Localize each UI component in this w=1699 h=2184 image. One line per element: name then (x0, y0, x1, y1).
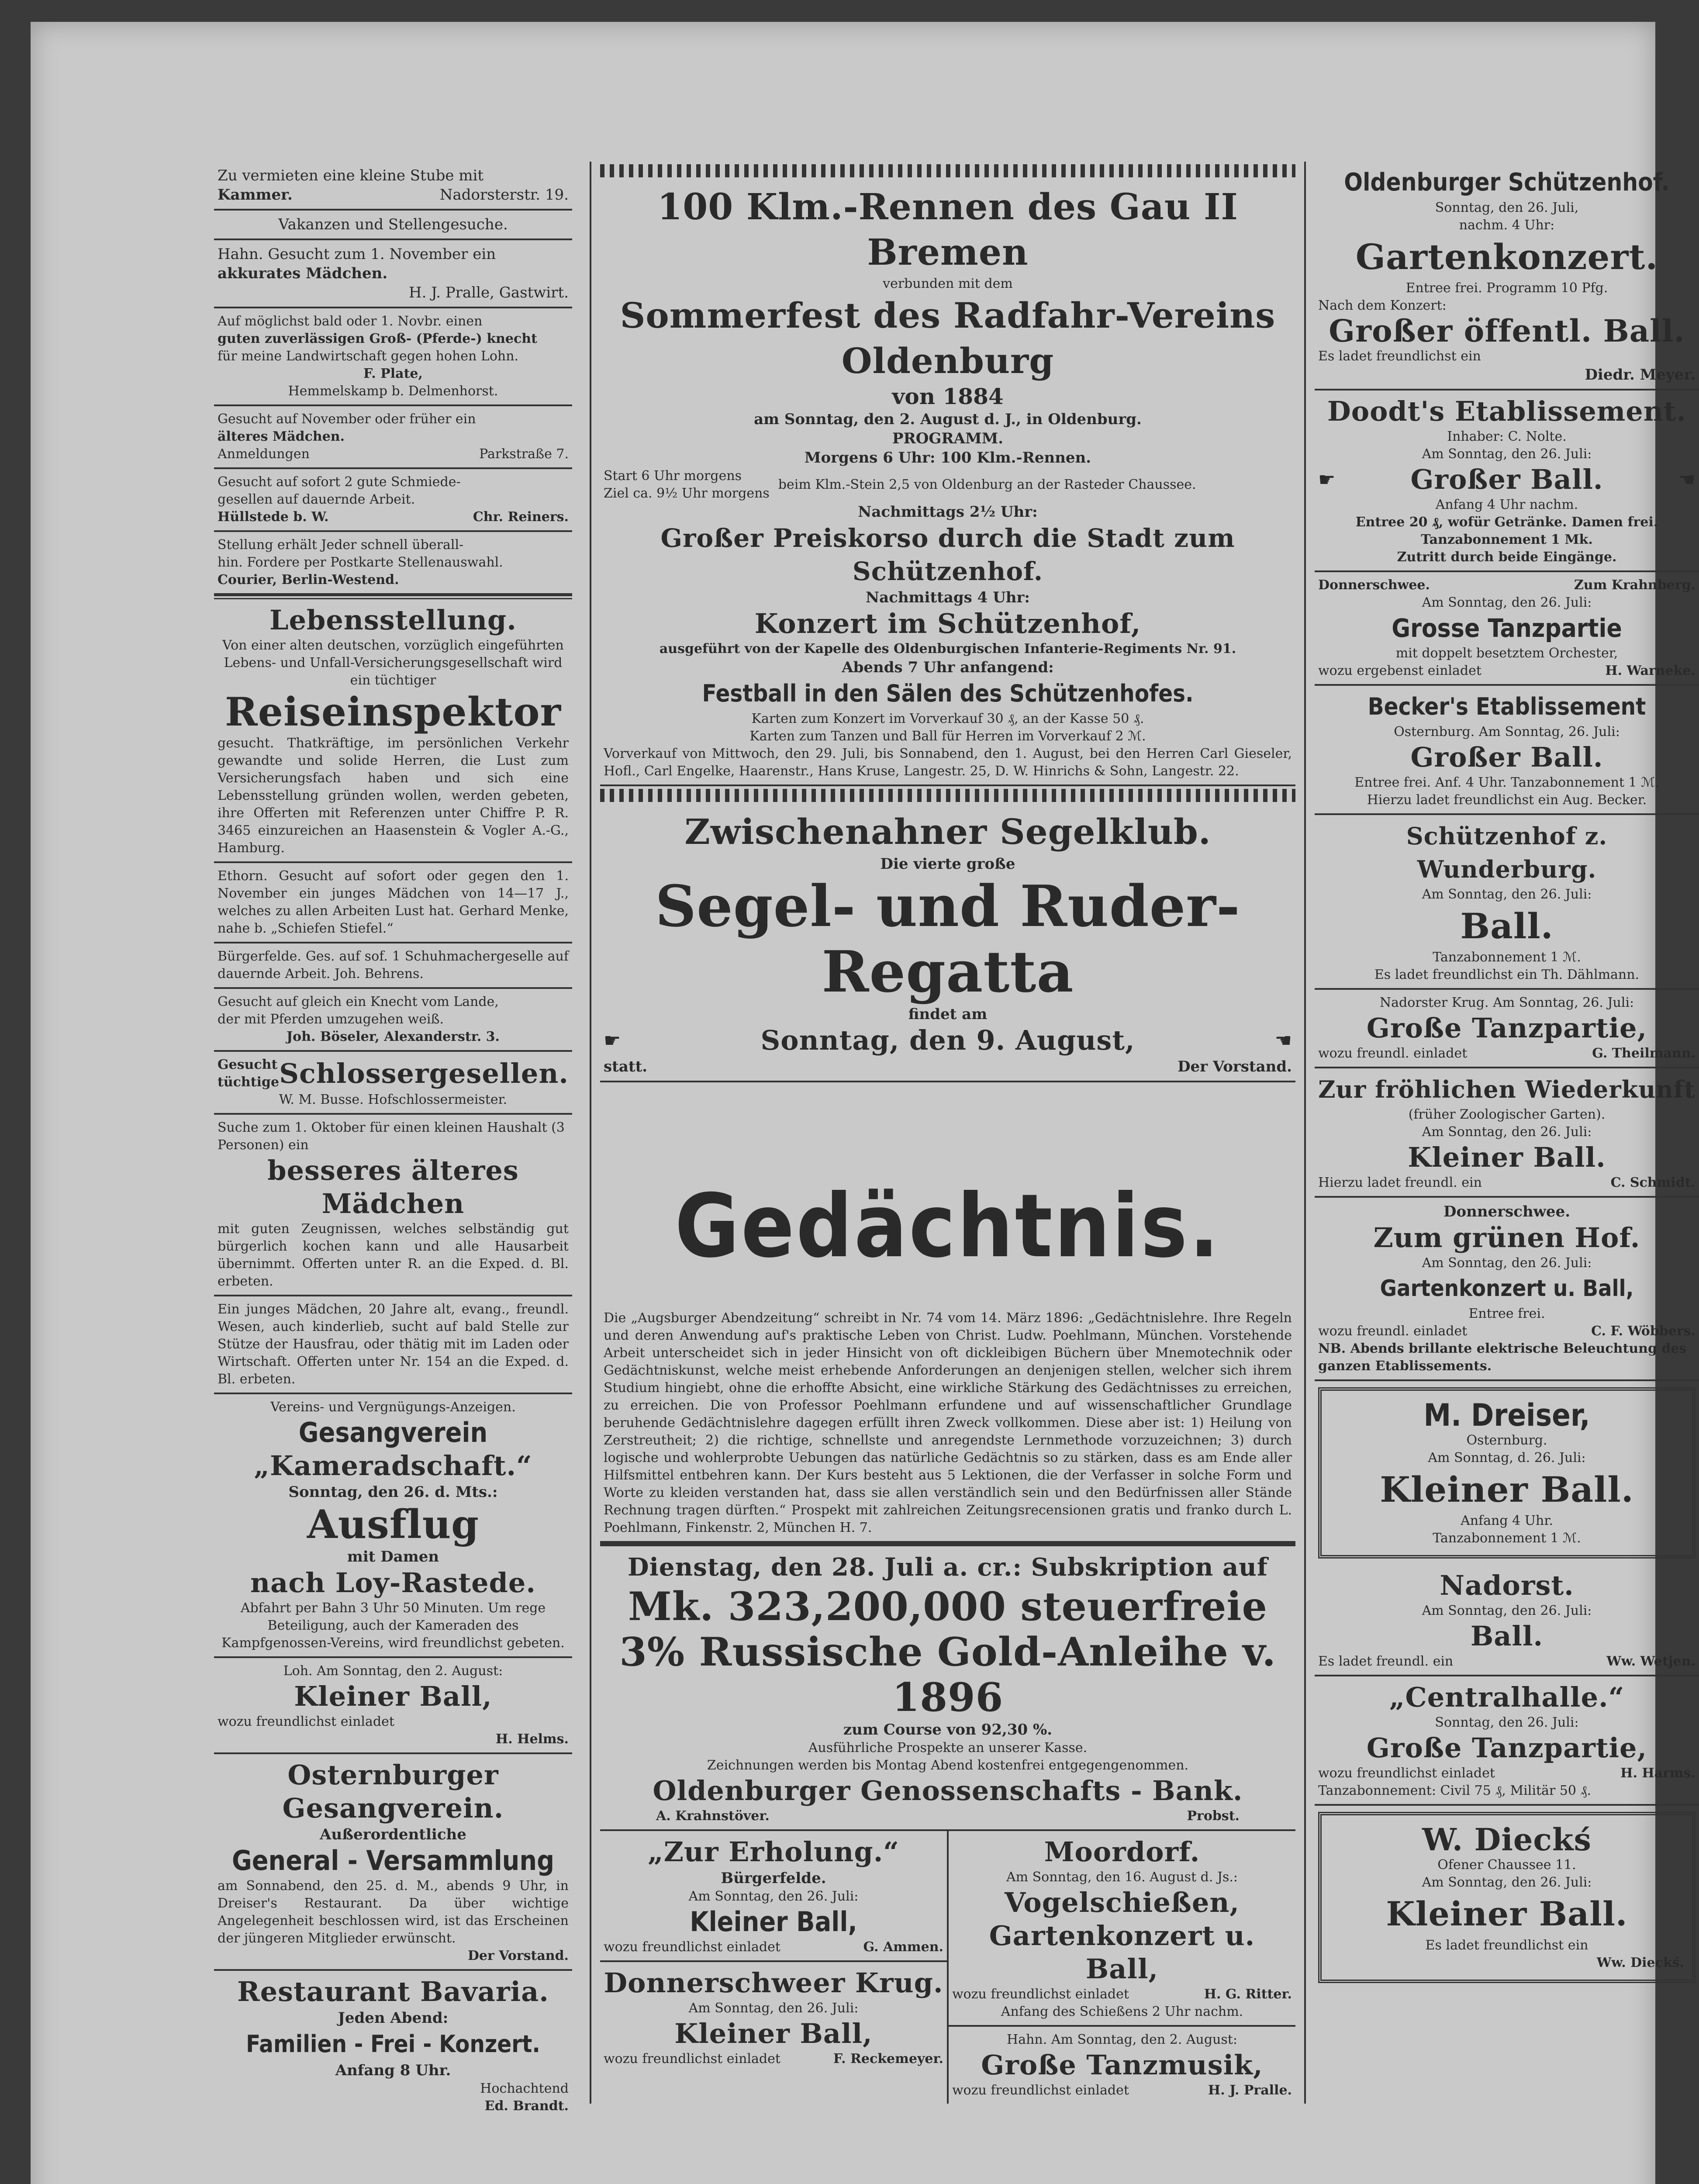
ornament-border (600, 164, 1295, 177)
text: Tanzabonnement 1 Mk. (1421, 532, 1593, 547)
text: Hüllstede b. W. (218, 509, 329, 525)
text: Es ladet freundlichst ein (1425, 1938, 1588, 1953)
text: Nadorsterstr. 19. (439, 186, 569, 204)
text: Entree 20 ₰, wofür Getränke. Damen frei. (1355, 515, 1658, 530)
text: nachm. 4 Uhr: (1459, 218, 1555, 233)
text: wozu freundlichst einladet (604, 2051, 780, 2067)
text: Ofener Chaussee 11. (1437, 1857, 1576, 1873)
ad-schuetzenhof (1315, 162, 1699, 390)
text: gesucht. Thatkräftige, im persönlichen Verkehr gewandte und solide Herren, die Lust zum Versicherungsfach haben und sich eine Lebensstellung gründen wollen, werden gebeten, ihre Offerten mit Referenzen unter Chiffre P. R. 3465 einzureichen an Haasenstein & Vogler A.-G., Hamburg. (218, 736, 569, 856)
text: Sonntag, den 26. Juli, (1435, 200, 1579, 215)
ad-gedaechtnis (600, 1082, 1295, 1543)
ad-title: Zum grünen Hof. (1373, 1222, 1640, 1254)
text: H. J. Pralle, Gastwirt. (409, 284, 569, 301)
ad-kameradschaft (214, 1394, 572, 1658)
text: Ed. Brandt. (484, 2098, 569, 2114)
text: beim Klm.-Stein 2,5 von Oldenburg an der Rasteder Chaussee. (778, 477, 1196, 492)
ad-stellung (214, 532, 572, 595)
text: Nachmittags 4 Uhr: (866, 589, 1030, 606)
ad-ethorn: Ethorn. Gesucht auf sofort oder gegen den 1. November ein junges Mädchen von 14—17 J., welches zu allen Arbeiten Lust hat. Gerhard Menke, nahe b. „Schiefen Stiefel.“ (214, 863, 572, 943)
text: Hierzu ladet freundl. ein (1318, 1175, 1482, 1190)
text: Ausführliche Prospekte an unserer Kasse. (808, 1740, 1088, 1755)
text: F. Plate, (363, 366, 423, 381)
text: Anmeldungen (218, 446, 310, 462)
text: C. Schmidt. (1610, 1175, 1696, 1190)
ad-title: Zur fröhlichen Wiederkunft (1318, 1075, 1696, 1103)
ad-moordorf (949, 1831, 1295, 2027)
text: Hahn. Am Sonntag, den 2. August: (1007, 2032, 1237, 2047)
text: Tanzabonnement: Civil 75 ₰, Militär 50 ₰. (1318, 1783, 1592, 1798)
text: Anfang 4 Uhr nachm. (1435, 497, 1578, 512)
text: wozu ergebenst einladet (1318, 663, 1481, 678)
ad-becker (1315, 686, 1699, 815)
text: Zutritt durch beide Eingänge. (1397, 549, 1617, 565)
bottom-ads-row (600, 1831, 1295, 2104)
ad-title: Kleiner Ball. (1380, 1469, 1634, 1510)
text: Von einer alten deutschen, vorzüglich eingeführten Lebens- und Unfall-Versicherungsgesellschaft wird ein tüchtiger (222, 638, 564, 688)
pointing-hand-left-icon: ☚ (1274, 1029, 1292, 1052)
ad-title: Kleiner Ball, (294, 1680, 492, 1712)
text: Festball in den Sälen des Schützenhofes. (702, 680, 1194, 707)
text: wozu freundlichst einladet (218, 1714, 394, 1729)
text: Abends 7 Uhr anfangend: (842, 659, 1054, 676)
ad-krahnberg (1315, 572, 1699, 686)
text: Gesucht auf November oder früher ein (218, 411, 476, 427)
ad-title: Gartenkonzert u. Ball, (1380, 1275, 1634, 1302)
ad-radrennen (600, 180, 1295, 786)
text: Entree frei. Anf. 4 Uhr. Tanzabonnement 1 ℳ. (1354, 775, 1659, 790)
text: Gesucht auf gleich ein Knecht vom Lande, (218, 994, 499, 1009)
ad-donnerschweer-krug (600, 1962, 947, 2072)
text: Courier, Berlin-Westend. (218, 572, 399, 587)
text: Parkstraße 7. (479, 446, 569, 462)
text: wozu freundl. einladet (1318, 1324, 1468, 1339)
ad-osternburger-gesangverein (214, 1754, 572, 1971)
ad-title: W. Dieckś (1422, 1821, 1592, 1858)
ad-dieckś (1318, 1812, 1696, 1983)
ad-segelklub (600, 805, 1295, 1082)
ad-title: Konzert im Schützenhof, (754, 608, 1141, 639)
pointing-hand-right-icon: ☛ (604, 1029, 621, 1052)
ad-junges-maedchen: Ein junges Mädchen, 20 Jahre alt, evang., freundl. Wesen, auch kinderlieb, sucht auf bald Stelle zur Stütze der Hausfrau, oder thätig mit im Laden oder Wirtschaft. Offerten unter Nr. 154 an die Exped. d. Bl. erbeten. (214, 1296, 572, 1394)
text: Hemmelskamp b. Delmenhorst. (288, 384, 498, 399)
text: A. Krahnstöver. (656, 1808, 770, 1824)
ad-zur-erholung (600, 1831, 947, 1962)
ad-title: Donnerschweer Krug. (604, 1967, 943, 1999)
ad-maedchen (214, 406, 572, 469)
text: mit Damen (347, 1548, 439, 1565)
ad-title: Ausflug (307, 1501, 480, 1548)
ad-title: Grosse Tanzpartie (1392, 613, 1622, 643)
bottom-ads-left (600, 1831, 949, 2104)
text: Nachmittags 2½ Uhr: (858, 503, 1038, 521)
ad-doodt (1315, 390, 1699, 572)
ad-title: Großer öffentl. Ball. (1329, 313, 1685, 349)
text: Start 6 Uhr morgens (604, 468, 742, 484)
ad-title: besseres älteres Mädchen (267, 1154, 519, 1220)
ad-title: Schützenhof z. Wunderburg. (1406, 822, 1608, 883)
text: Es ladet freundl. ein (1318, 1654, 1454, 1669)
ad-title: Gartenkonzert. (1355, 236, 1658, 277)
text: Hochachtend (480, 2081, 569, 2096)
ad-anleihe (600, 1543, 1295, 1831)
text: für meine Landwirtschaft gegen hohen Lohn. (218, 349, 519, 364)
text: F. Reckemeyer. (833, 2051, 943, 2067)
ad-title: Doodt's Etablissement. (1327, 395, 1687, 427)
text: Suche zum 1. Oktober für einen kleinen Haushalt (3 Personen) ein (218, 1120, 565, 1153)
text: Osternburg. Am Sonntag, 26. Juli: (1394, 724, 1620, 740)
text: mit guten Zeugnissen, welches selbständig gut bürgerlich kochen kann und alle Hausarbeit übernimmt. Offerten unter R. an die Exped. d. Bl. erbeten. (218, 1221, 569, 1289)
column-middle (590, 162, 1306, 2104)
ad-title: Segel- und Ruder-Regatta (655, 873, 1240, 1005)
text: wozu freundl. einladet (1318, 1046, 1468, 1061)
text: Es ladet freundlichst ein Th. Dählmann. (1374, 967, 1640, 982)
text: wozu freundlichst einladet (952, 1987, 1129, 2002)
ad-title: 3% Russische Gold-Anleihe v. 1896 (619, 1629, 1276, 1721)
ad-title: Reiseinspektor (224, 689, 562, 735)
text: Ww. Dieckś. (1596, 1955, 1684, 1970)
ad-dreiser (1318, 1387, 1696, 1559)
ad-title: Große Tanzmusik, (981, 2049, 1263, 2081)
text: Anfang 8 Uhr. (335, 2062, 451, 2079)
text: Tanzabonnement 1 ℳ. (1433, 1531, 1581, 1546)
text: Die vierte große (880, 855, 1015, 873)
text: Auf möglichst bald oder 1. Novbr. einen (218, 314, 483, 329)
text: Gesucht auf sofort 2 gute Schmiede- (218, 474, 461, 490)
text: (früher Zoologischer Garten). (1408, 1107, 1606, 1122)
ad-title: Sommerfest des Radfahr-Vereins Oldenburg (620, 295, 1276, 381)
text: von 1884 (892, 384, 1004, 409)
text: Chr. Reiners. (473, 509, 569, 525)
text: C. F. Wöbbers. (1591, 1324, 1696, 1339)
text: Vereins- und Vergnügungs-Anzeigen. (270, 1400, 516, 1415)
text: wozu freundlichst einladet (604, 1939, 780, 1955)
text: Gesangverein (298, 1417, 488, 1448)
ad-title: Vogelschießen, (1004, 1887, 1240, 1918)
ad-centralhalle (1315, 1676, 1699, 1806)
text: wozu freundlichst einladet (1318, 1766, 1495, 1781)
text: Tanzabonnement 1 ℳ. (1433, 950, 1581, 965)
text: H. Warneke. (1605, 663, 1696, 678)
ad-title: Nadorst. (1440, 1569, 1574, 1601)
text: G. Ammen. (863, 1939, 943, 1955)
text: Am Sonntag, den 26. Juli: (1422, 1255, 1592, 1271)
ad-hahn (214, 240, 572, 308)
text: statt. (604, 1058, 648, 1075)
text: Anfang des Schießens 2 Uhr nachm. (1001, 2004, 1243, 2019)
text: Joh. Böseler, Alexanderstr. 3. (286, 1029, 500, 1044)
text: Am Sonntag, d. 26. Juli: (1428, 1450, 1586, 1465)
text: Morgens 6 Uhr: 100 Klm.-Rennen. (804, 449, 1091, 467)
ad-title: Gartenkonzert u. Ball, (989, 1920, 1255, 1985)
text: Donnerschwee. (1443, 1203, 1571, 1220)
text: Abfahrt per Bahn 3 Uhr 50 Minuten. Um rege Beteiligung, auch der Kameraden des Kampfgenossen-Vereins, wird freundlichst gebeten. (221, 1600, 565, 1651)
ad-buergerfelde: Bürgerfelde. Ges. auf sof. 1 Schuhmachergeselle auf dauernde Arbeit. Joh. Behrens. (214, 943, 572, 989)
text: Am Sonntag, den 26. Juli: (688, 1889, 859, 1904)
ad-title: Mk. 323,200,000 steuerfreie (628, 1583, 1267, 1630)
ad-wunderburg (1315, 815, 1699, 990)
text: guten zuverlässigen Groß- (Pferde-) knecht (218, 331, 537, 346)
ad-title: Große Tanzpartie, (1366, 1012, 1647, 1044)
text: Zum Krahnberg. (1574, 577, 1696, 593)
ad-title: Schlossergesellen. (279, 1057, 569, 1089)
text: Stellung erhält Jeder schnell überall- (218, 537, 464, 553)
text: Entree frei. Programm 10 Pfg. (1405, 280, 1608, 296)
section-heading: Vakanzen und Stellengesuche. (214, 211, 572, 240)
text: nach Loy-Rastede. (250, 1567, 536, 1599)
text: Am Sonntag, den 26. Juli: (1422, 446, 1592, 462)
text: gesellen auf dauernde Arbeit. (218, 492, 415, 507)
text: Entree frei. (1468, 1306, 1545, 1321)
text: findet am (908, 1006, 988, 1023)
text: G. Theilmann. (1592, 1046, 1696, 1061)
ad-lebensstellung (214, 595, 572, 863)
text: Hierzu ladet freundlichst ein Aug. Becker. (1367, 792, 1647, 808)
text: PROGRAMM. (892, 430, 1004, 447)
ad-title: Kleiner Ball, (690, 1906, 857, 1938)
text: Loh. Am Sonntag, den 2. August: (283, 1663, 503, 1679)
ad-title: „Centralhalle.“ (1389, 1681, 1625, 1713)
ad-title: Lebensstellung. (269, 604, 517, 636)
ad-title: Restaurant Bavaria. (237, 1976, 549, 2008)
ad-title: Oldenburger Schützenhof. (1344, 168, 1670, 197)
text: Am Sonntag, den 26. Juli: (1422, 1875, 1592, 1890)
text: zum Course von 92,30 %. (843, 1721, 1053, 1738)
text: Nach dem Konzert: (1318, 298, 1447, 313)
ad-wiederkunft (1315, 1068, 1699, 1198)
advert-page (214, 162, 1696, 2184)
text: Diedr. Meyer. (1585, 366, 1696, 384)
ad-title: Zwischenahner Segelklub. (684, 811, 1211, 852)
ad-title: „Zur Erholung.“ (648, 1836, 899, 1868)
text: am Sonnabend, den 25. d. M., abends 9 Uhr, in Dreiser's Restaurant. Da über wichtige Angelegenheit beschlossen wird, ist das Erscheinen der jüngeren Mitglieder erwünscht. (218, 1878, 569, 1946)
text: Osternburg. (1466, 1433, 1547, 1448)
text: Die „Augsburger Abendzeitung“ schreibt in Nr. 74 vom 14. März 1896: „Gedächtnislehre. Ihre Regeln und deren Anwendung auf's praktische Leben von Christ. Ludw. Poehlmann, München. Vorstehende Arbeit unterscheidet sich in jeder Hinsicht von oft dickleibigen Büchern über Mnemotechnik oder Gedächtniskunst, welche meist erhebende Anforderungen an denjenigen stellen, welcher sich ihrem Studium hingiebt, ohne die erhoffte Absicht, eine wirkliche Stärkung des Gedächtnisses zu erreichen, zu erreichen. Die von Professor Poehlmann erfundene und auf wissenschaftlicher Grundlage beruhende Gedächtnislehre dagegen erfüllt ihren Zweck vollkommen. Diese aber ist: 1) Heilung von Zerstreutheit; 2) die richtige, schnellste und anregendste Lernmethode vorzuzeichnen; 3) durch logische und wohlerprobte Uebungen das natürliche Gedächtnis so zu stärken, dass es am Ende aller Hilfsmittel entbehren kann. Der Kurs besteht aus 5 Lektionen, die der Verfasser in solche Form und Worte zu kleiden verstanden hat, dass sie allen verständlich sein und den Bedürfnissen aller Stände Rechnung tragen dürften.“ Prospekt mit zahlreichen Zeitungsrecensionen gratis und franko durch L. Poehlmann, Finkenstr. 2, München H. 7. (604, 1310, 1292, 1535)
bottom-ads-right (949, 1831, 1295, 2104)
text: Ziel ca. 9½ Uhr morgens (604, 486, 770, 501)
ad-title: Großer Ball. (1410, 463, 1603, 495)
text: Der Vorstand. (467, 1948, 569, 1963)
ad-knecht-lande (214, 989, 572, 1052)
column-left (214, 162, 572, 2119)
ornament-border (600, 789, 1295, 802)
text: General - Versammlung (231, 1845, 555, 1876)
text: hin. Fordere per Postkarte Stellenauswahl. (218, 555, 503, 570)
text: Zeichnungen werden bis Montag Abend kostenfrei entgegengenommen. (707, 1758, 1189, 1773)
text: Bürgerfelde. (721, 1870, 826, 1887)
text: Gesucht tüchtige (218, 1057, 280, 1090)
column-right (1306, 162, 1699, 1989)
text: Donnerschwee. (1318, 577, 1430, 593)
text: Karten zum Konzert im Vorverkauf 30 ₰, an der Kasse 50 ₰. (751, 711, 1144, 726)
pointing-hand-right-icon: ☛ (1318, 468, 1336, 491)
ad-title: 100 Klm.-Rennen des Gau II Bremen (657, 186, 1238, 273)
text: Es ladet freundlichst ein (1318, 349, 1481, 364)
text: Dienstag, den 28. Juli a. cr.: Subskription auf (628, 1553, 1268, 1582)
text: Der Vorstand. (1178, 1058, 1292, 1075)
ad-nadorst (1315, 1565, 1699, 1676)
ad-title: Große Tanzpartie, (1366, 1732, 1647, 1764)
ad-title: Ball. (1460, 905, 1554, 947)
text: Am Sonntag, den 16. August d. Js.: (1006, 1870, 1238, 1885)
text: Am Sonntag, den 26. Juli: (1422, 887, 1592, 902)
text: Anfang 4 Uhr. (1461, 1513, 1553, 1528)
ad-title: Gedächtnis. (675, 1175, 1221, 1277)
text: am Sonntag, den 2. August d. J., in Oldenburg. (754, 411, 1142, 428)
ad-title: Kleiner Ball. (1408, 1141, 1606, 1173)
text: der mit Pferden umzugehen weiß. (218, 1012, 444, 1027)
ad-title: „Kameradschaft.“ (254, 1450, 532, 1482)
text: Am Sonntag, den 26. Juli: (1422, 595, 1592, 610)
text: verbunden mit dem (883, 276, 1013, 291)
text: ausgeführt von der Kapelle des Oldenburgischen Infanterie-Regiments Nr. 91. (659, 641, 1236, 657)
ad-title: Ball. (1470, 1620, 1544, 1652)
ad-hahn-tanzmusik (949, 2027, 1295, 2104)
text: Kammer. (218, 186, 293, 204)
ad-aelteres (214, 1115, 572, 1296)
text: mit doppelt besetztem Orchester, (1395, 646, 1618, 661)
text: Zu vermieten eine kleine Stube mit (218, 167, 484, 184)
pointing-hand-left-icon: ☚ (1678, 468, 1696, 491)
ad-title: Kleiner Ball, (674, 2018, 873, 2049)
ad-title: Sonntag, den 9. August, (760, 1024, 1135, 1056)
ad-nadorster-krug (1315, 990, 1699, 1068)
ad-title: Großer Preiskorso durch die Stadt zum Schützenhof. (660, 523, 1235, 586)
text: wozu freundlichst einladet (952, 2083, 1129, 2098)
ad-schlosser (214, 1052, 572, 1115)
text: Sonntag, den 26. Juli: (1435, 1715, 1579, 1730)
text: Probst. (1187, 1808, 1240, 1824)
text: Inhaber: C. Nolte. (1447, 429, 1567, 444)
ad-title: Großer Ball. (1410, 741, 1603, 773)
ad-title: Oldenburger Genossenschafts - Bank. (653, 1775, 1243, 1807)
text: Sonntag, den 26. d. Mts.: (288, 1483, 498, 1501)
ad-title: Osternburger Gesangverein. (282, 1759, 504, 1824)
ad-title: M. Dreiser, (1423, 1397, 1590, 1433)
ad-room-rent (214, 162, 572, 211)
text: H. Helms. (495, 1731, 569, 1747)
ad-loh (214, 1658, 572, 1754)
text: H. Harms. (1620, 1766, 1696, 1781)
text: älteres Mädchen. (218, 429, 345, 444)
text: Außerordentliche (320, 1826, 466, 1843)
newspaper-page (31, 22, 1696, 2184)
text: W. M. Busse. Hofschlossermeister. (279, 1092, 508, 1107)
text: H. G. Ritter. (1204, 1987, 1292, 2002)
text: Am Sonntag, den 26. Juli: (1422, 1124, 1592, 1140)
text: Familien - Frei - Konzert. (246, 2030, 540, 2058)
text: NB. Abends brillante elektrische Beleuchtung des ganzen Etablissements. (1318, 1341, 1687, 1374)
ad-gruener-hof (1315, 1198, 1699, 1381)
ad-knecht (214, 308, 572, 406)
text: Hahn. Gesucht zum 1. November ein (218, 245, 496, 263)
ad-schmiede (214, 469, 572, 532)
text: Am Sonntag, den 26. Juli: (1422, 1603, 1592, 1618)
text: Karten zum Tanzen und Ball für Herren im Vorverkauf 2 ℳ. (749, 729, 1146, 744)
ad-title: Becker's Etablissement (1367, 693, 1646, 720)
ad-title: Kleiner Ball. (1386, 1894, 1628, 1933)
text: Jeden Abend: (338, 2009, 449, 2027)
text: Am Sonntag, den 26. Juli: (688, 2001, 859, 2016)
text: Nadorster Krug. Am Sonntag, 26. Juli: (1379, 995, 1634, 1010)
ad-title: Moordorf. (1044, 1836, 1200, 1868)
text: Ww. Wetjen. (1606, 1654, 1696, 1669)
text: akkurates Mädchen. (218, 265, 388, 282)
text: Vorverkauf von Mittwoch, den 29. Juli, bis Sonnabend, den 1. August, bei den Herren Carl Gieseler, Hofl., Carl Engelke, Haarenstr., Hans Kruse, Langestr. 25, D. W. Hinrichs & Sohn, Langestr. 22. (604, 746, 1292, 779)
text: H. J. Pralle. (1208, 2083, 1292, 2098)
ad-bavaria (214, 1971, 572, 2119)
